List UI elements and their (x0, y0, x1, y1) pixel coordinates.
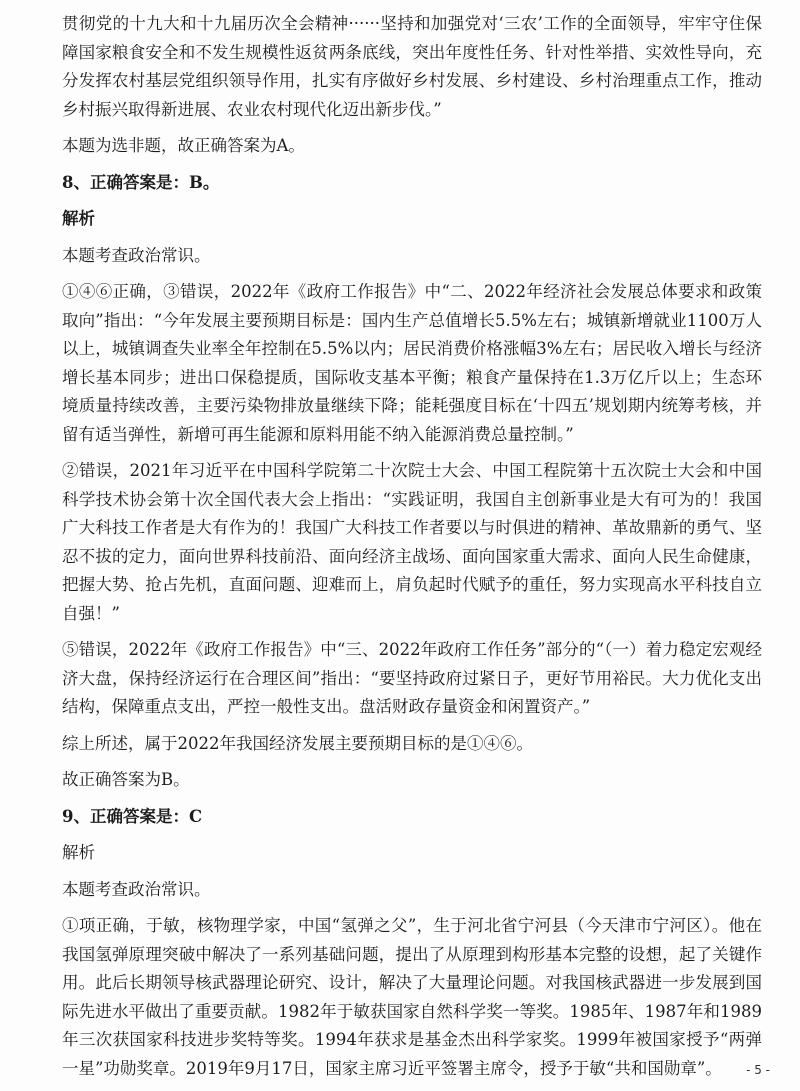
analysis-label: 解析 (62, 209, 95, 228)
paragraph: ①项正确，于敏，核物理学家，中国“氢弹之父”，生于河北省宁河县（今天津市宁河区）。他在我国氢弹原理突破中解决了一系列基础问题，提出了从原理到构形基本完整的设想，起了关键作用。此后长期领导核武器理论研究、设计，解决了大量理论问题。对我国核武器进一步发展到国际先进水平做出了重要贡献。1982年于敏获国家自然科学奖一等奖。1985年、1987年和1989年三次获国家科技进步奖特等奖。1994年获求是基金杰出科学家奖。1999年被国家授予“两弹一星”功勋奖章。2019年9月17日，国家主席习近平签署主席令，授予于敏“共和国勋章”。 (62, 916, 762, 1078)
paragraph: 综上所述，属于2022年我国经济发展主要预期目标的是①④⑥。 (62, 733, 533, 753)
paragraph: 本题为选非题，故正确答案为A。 (62, 136, 305, 155)
paragraph: ②错误，2021年习近平在中国科学院第二十次院士大会、中国工程院第十五次院士大会和中国科学技术协会第十次全国代表大会上指出：“实践证明，我国自主创新事业是大有可为的！我国广大科技工作者是大有作为的！我国广大科技工作者要以与时俱进的精神、革故鼎新的勇气、坚忍不拔的定力，面向世界科技前沿、面向经济主战场、面向国家重大需求、面向人民生命健康，把握大势、抢占先机，直面问题、迎难而上，肩负起时代赋予的重任，努力实现高水平科技自立自强！” (62, 461, 762, 623)
page-number: - 5 - (746, 1063, 770, 1077)
analysis-label: 解析 (62, 843, 95, 862)
paragraph: ⑤错误，2022年《政府工作报告》中“三、2022年政府工作任务”部分的“（一）着力稳定宏观经济大盘，保持经济运行在合理区间”指出：“要坚持政府过紧日子，更好节用裕民。大力优化支出结构，保障重点支出，严控一般性支出。盘活财政存量资金和闲置资产。” (62, 640, 762, 716)
document-body (62, 10, 762, 1083)
answer-heading: 9、正确答案是：C (62, 806, 203, 826)
paragraph: 本题考查政治常识。 (62, 245, 211, 265)
paragraph: 本题考查政治常识。 (62, 879, 211, 899)
paragraph: ①④⑥正确，③错误，2022年《政府工作报告》中“二、2022年经济社会发展总体要求和政策取向”指出：“今年发展主要预期目标是：国内生产总值增长5.5%左右；城镇新增就业1100万人以上，城镇调查失业率全年控制在5.5%以内；居民消费价格涨幅3%左右；居民收入增长与经济增长基本同步；进出口保稳提质，国际收支基本平衡；粮食产量保持在1.3万亿斤以上；生态环境质量持续改善，主要污染物排放量继续下降；能耗强度目标在‘十四五’规划期内统筹考核，并留有适当弹性，新增可再生能源和原料用能不纳入能源消费总量控制。” (62, 282, 762, 444)
paragraph: 故正确答案为B。 (62, 770, 190, 789)
paragraph: 贯彻党的十九大和十九届历次全会精神······坚持和加强党对‘三农’工作的全面领导，牢牢守住保障国家粮食安全和不发生规模性返贫两条底线，突出年度性任务、针对性举措、实效性导向，充分发挥农村基层党组织领导作用，扎实有序做好乡村发展、乡村建设、乡村治理重点工作，推动乡村振兴取得新进展、农业农村现代化迈出新步伐。” (62, 14, 762, 119)
answer-heading: 8、正确答案是：B。 (62, 172, 220, 192)
